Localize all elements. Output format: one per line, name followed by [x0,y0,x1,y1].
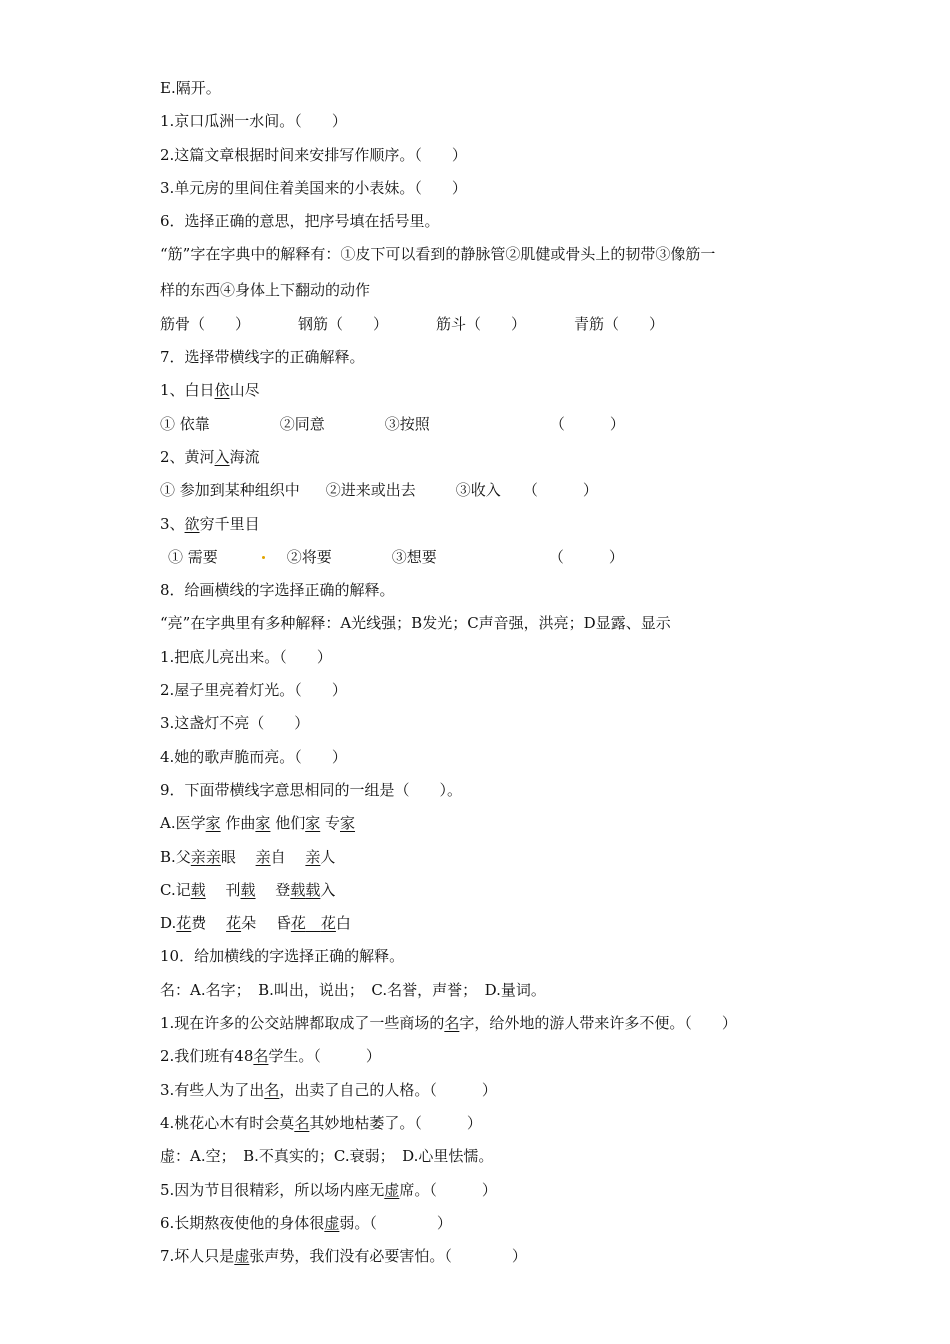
underlined-char: 入 [214,447,230,466]
option: ②同意 [279,414,325,433]
options-line [160,314,800,347]
text: 登 [255,880,291,899]
text: 眼 [220,847,256,866]
text: 7.坏人只是 [160,1247,235,1266]
text: B.父 [160,847,191,866]
underlined-char: 亲 [205,847,221,866]
choice-line-d [160,913,800,946]
text: 4.桃花心木有时会莫 [160,1113,295,1132]
definition-line: “亮”在字典里有多种解释：A光线强；B发光；C声音强，洪亮；D显露、显示 [160,614,671,633]
text: 他们 [270,814,306,833]
text: 自 [270,847,306,866]
poem-line [160,447,800,480]
text: 弱。（ ） [339,1213,452,1232]
text: C.记 [160,880,191,899]
option: ②将要 [286,547,332,566]
underlined-char: 花 [320,914,336,933]
text: ，出卖了自己的人格。（ ） [279,1080,497,1099]
question-line [160,1013,800,1046]
question-line [160,1246,800,1279]
underlined-char: 花 [290,914,306,933]
text-line: E.隔开。 [160,79,221,97]
text: 费 [191,914,227,933]
section-heading: 9．下面带横线字意思相同的一组是（ ）。 [160,780,463,799]
section-heading: 6．选择正确的意思，把序号填在括号里。 [160,212,440,231]
question-line: 4.她的歌声脆而亮。（ ） [160,747,347,766]
option: ① 依靠 [160,414,210,433]
question-line: 1.把底儿亮出来。（ ） [160,647,332,666]
underlined-char: 虚 [324,1213,340,1232]
text: 席。（ ） [399,1180,497,1199]
section-heading: 7．选择带横线字的正确解释。 [160,348,365,367]
underlined-char: 名 [294,1113,310,1132]
section-heading: 8．给画横线的字选择正确的解释。 [160,581,395,600]
option: 筋骨（ ） [160,314,251,333]
decorative-dot [262,556,265,559]
underlined-char: 虚 [234,1247,250,1266]
answer-bracket: （ ） [522,481,598,500]
options-line [160,414,800,447]
underlined-char: 亲 [255,847,271,866]
choice-line-c [160,880,800,913]
text: 2、黄河 [160,447,215,466]
text: 字，给外地的游人带来许多不便。（ ） [459,1014,737,1033]
option: ① 需要 [168,547,218,566]
underlined-char: 载 [305,880,321,899]
option: ① 参加到某种组织中 [160,481,300,500]
underlined-char: 亲 [305,847,321,866]
question-line [160,1213,800,1246]
underlined-char: 名 [253,1047,269,1066]
text: 学生。（ ） [268,1047,381,1066]
text: 朵 昏 [241,914,291,933]
question-line: 2.屋子里亮着灯光。（ ） [160,681,347,700]
document-page [160,78,800,1279]
text: 作曲 [220,814,256,833]
answer-bracket: （ ） [548,547,624,566]
underlined-char: 家 [205,814,221,833]
choice-line-a [160,813,800,846]
underlined-char: 家 [340,814,356,833]
text: 穷千里目 [199,514,260,533]
text: 山尽 [229,381,260,400]
option: 青筋（ ） [574,314,665,333]
definition-line: “筋”字在字典中的解释有：①皮下可以看到的静脉管②肌健或骨头上的韧带③像筋一 [160,245,716,264]
underlined-char: 名 [264,1080,280,1099]
text: 人 [320,847,336,866]
option: ②进来或出去 [325,481,416,500]
option: ③想要 [391,547,437,566]
question-line [160,1180,800,1213]
poem-line [160,380,800,413]
question-line: 2.这篇文章根据时间来安排写作顺序。（ ） [160,145,467,164]
question-line [160,1080,800,1113]
question-line: 1.京口瓜洲一水间。（ ） [160,112,347,131]
underlined-char: 载 [190,880,206,899]
text: 张声势，我们没有必要害怕。（ ） [249,1247,527,1266]
underlined-char: 家 [305,814,321,833]
question-line [160,1046,800,1079]
text: 2.我们班有48 [160,1047,254,1066]
option: 钢筋（ ） [298,314,389,333]
text: 专 [320,814,340,833]
poem-line [160,514,800,547]
definition-line: 名：A.名字； B.叫出，说出； C.名誉，声誉； D.量词。 [160,980,546,999]
text: 1.现在许多的公交站牌都取成了一些商场的 [160,1014,445,1033]
option: ③收入 [455,481,501,500]
text: 1、白日 [160,381,215,400]
question-line: 3.单元房的里间住着美国来的小表妹。（ ） [160,178,467,197]
text: 3.有些人为了出 [160,1080,265,1099]
answer-bracket: （ ） [549,414,625,433]
underlined-char: 花 [176,914,192,933]
definition-line: 样的东西④身体上下翻动的动作 [160,281,371,300]
text: 5.因为节目很精彩，所以场内座无 [160,1180,385,1199]
definition-line: 虚：A.空； B.不真实的；C.衰弱； D.心里怯懦。 [160,1147,494,1166]
underlined-char: 亲 [190,847,206,866]
text: 其妙地枯萎了。（ ） [309,1113,482,1132]
underlined-char: 依 [214,381,230,400]
question-line [160,1113,800,1146]
options-line [160,547,800,580]
text: 6.长期熬夜使他的身体很 [160,1213,325,1232]
underlined-char: 花 [226,914,242,933]
text: 3、 [160,514,185,533]
text: 刊 [205,880,241,899]
underlined-char: 家 [255,814,271,833]
underlined-char: 名 [444,1014,460,1033]
underlined-char: 载 [240,880,256,899]
text: 入 [320,880,336,899]
underlined-char [306,914,321,932]
text: A.医学 [160,814,206,833]
option: 筋斗（ ） [436,314,527,333]
text: D. [160,914,177,933]
section-heading: 10．给加横线的字选择正确的解释。 [160,947,405,966]
underlined-char: 载 [290,880,306,899]
question-line: 3.这盏灯不亮（ ） [160,714,310,733]
text: 白 [335,914,351,933]
underlined-char: 欲 [184,514,200,533]
text: 海流 [229,447,260,466]
underlined-char: 虚 [384,1180,400,1199]
option: ③按照 [384,414,430,433]
choice-line-b [160,847,800,880]
options-line [160,480,800,513]
